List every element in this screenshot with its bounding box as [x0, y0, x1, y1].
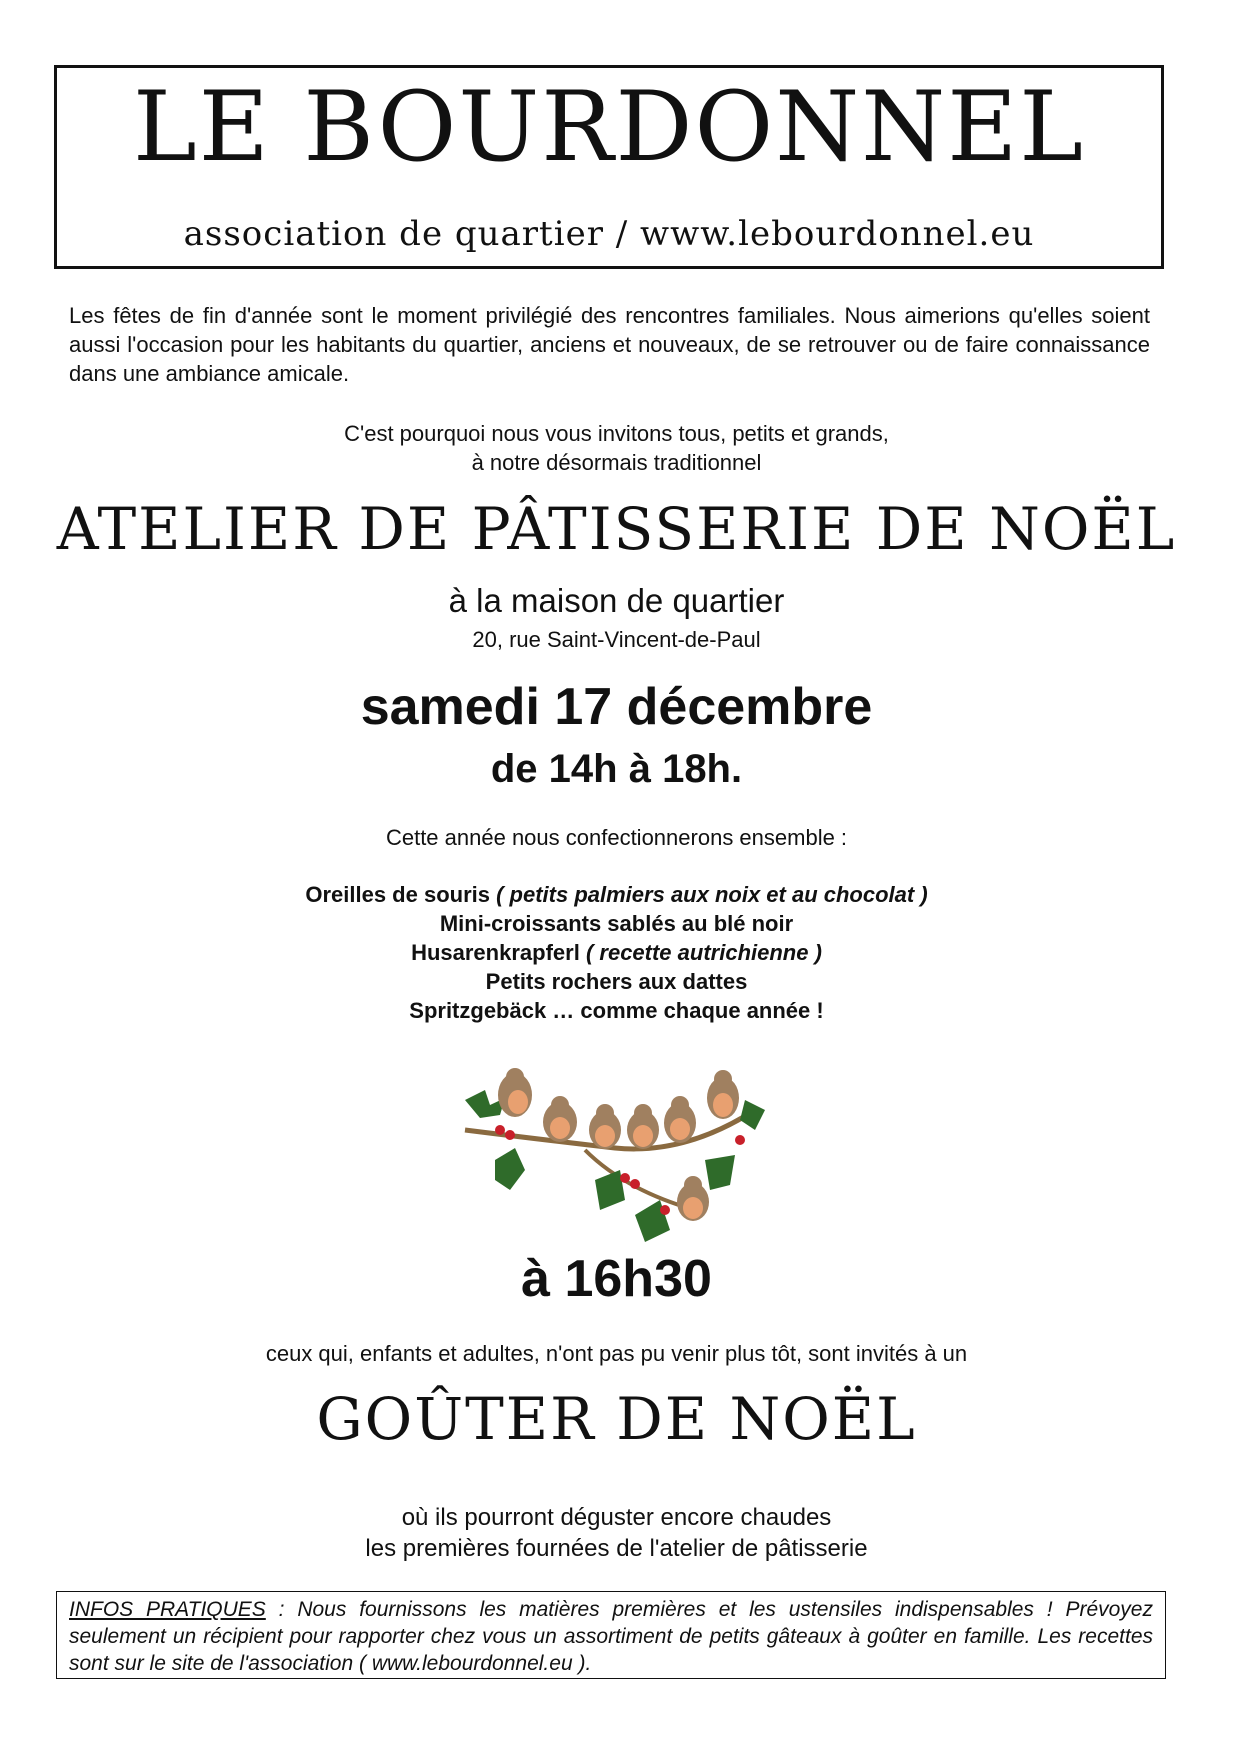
robin-icon: [707, 1070, 739, 1119]
confection-intro: Cette année nous confectionnerons ensemble :: [385, 825, 848, 850]
recipe-name: Oreilles de souris: [305, 882, 490, 907]
header-box: [54, 65, 1164, 269]
recipe-name: Petits rochers aux dattes: [485, 969, 748, 994]
gouter-title: GOÛTER DE NOËL: [316, 1385, 917, 1453]
practical-info-label: INFOS PRATIQUES: [69, 1598, 266, 1621]
robin-icon: [589, 1104, 621, 1149]
closing-line: où ils pourront déguster encore chaudes: [401, 1504, 832, 1531]
robin-icon: [664, 1096, 696, 1143]
berry-icon: [495, 1125, 505, 1135]
recipe-name: Spritzgebäck … comme chaque année !: [409, 998, 824, 1023]
recipe-list: [0, 880, 1233, 1025]
recipe-name: Mini-croissants sablés au blé noir: [439, 911, 794, 936]
recipe-item: [0, 909, 1233, 938]
recipe-item: [0, 938, 1233, 967]
gouter-invitation: ceux qui, enfants et adultes, n'ont pas pu venir plus tôt, sont invités à un: [265, 1341, 968, 1366]
holly-leaf-icon: [495, 1148, 525, 1190]
atelier-address: 20, rue Saint-Vincent-de-Paul: [472, 627, 761, 652]
closing-line: les premières fournées de l'atelier de pâtisserie: [365, 1535, 868, 1562]
robin-icon: [498, 1068, 532, 1117]
event-date: samedi 17 décembre: [360, 678, 873, 736]
robin-icon: [627, 1104, 659, 1149]
robin-icon: [543, 1096, 577, 1142]
holly-leaf-icon: [740, 1100, 765, 1130]
atelier-venue: à la maison de quartier: [448, 582, 785, 619]
recipe-note: ( petits palmiers aux noix et au chocolat ): [496, 882, 928, 907]
gouter-closing: [0, 1502, 1233, 1564]
berry-icon: [505, 1130, 515, 1140]
atelier-title: ATELIER DE PÂTISSERIE DE NOËL: [56, 495, 1177, 563]
intro-paragraph: Les fêtes de fin d'année sont le moment privilégié des rencontres familiales. Nous aimerions qu'elles soient aussi l'occasion pour les habitants du quartier, anciens et nouveaux, de se retrouver ou de faire connaissance dans une ambiance amicale.: [69, 303, 1150, 386]
recipe-item: [0, 967, 1233, 996]
berry-icon: [620, 1173, 630, 1183]
recipe-name: Husarenkrapferl: [411, 940, 580, 965]
robins-on-branch-illustration: [455, 1060, 775, 1245]
holly-leaf-icon: [705, 1155, 735, 1190]
association-subtitle: association de quartier / www.lebourdonnel.eu: [183, 214, 1035, 254]
recipe-item: [0, 880, 1233, 909]
robin-icon: [677, 1176, 709, 1221]
berry-icon: [630, 1179, 640, 1189]
practical-info-text: : Nous fournissons les matières premières et les ustensiles indispensables ! Prévoyez seulement un récipient pour rapporter chez vous un assortiment de petits gâteaux à goûter en famille. Les recettes sont sur le site de l'association ( www.lebourdonnel.eu ).: [69, 1598, 1153, 1675]
association-title: LE BOURDONNEL: [132, 71, 1086, 183]
berry-icon: [660, 1205, 670, 1215]
gouter-time: à 16h30: [521, 1250, 712, 1308]
invitation-line: à notre désormais traditionnel: [471, 450, 762, 475]
invitation-line: C'est pourquoi nous vous invitons tous, petits et grands,: [344, 421, 889, 446]
practical-info-box: [56, 1591, 1166, 1679]
recipe-item: [0, 996, 1233, 1025]
berry-icon: [735, 1135, 745, 1145]
invitation-text: [0, 419, 1233, 477]
recipe-note: ( recette autrichienne ): [585, 940, 822, 965]
event-hours: de 14h à 18h.: [490, 747, 743, 791]
